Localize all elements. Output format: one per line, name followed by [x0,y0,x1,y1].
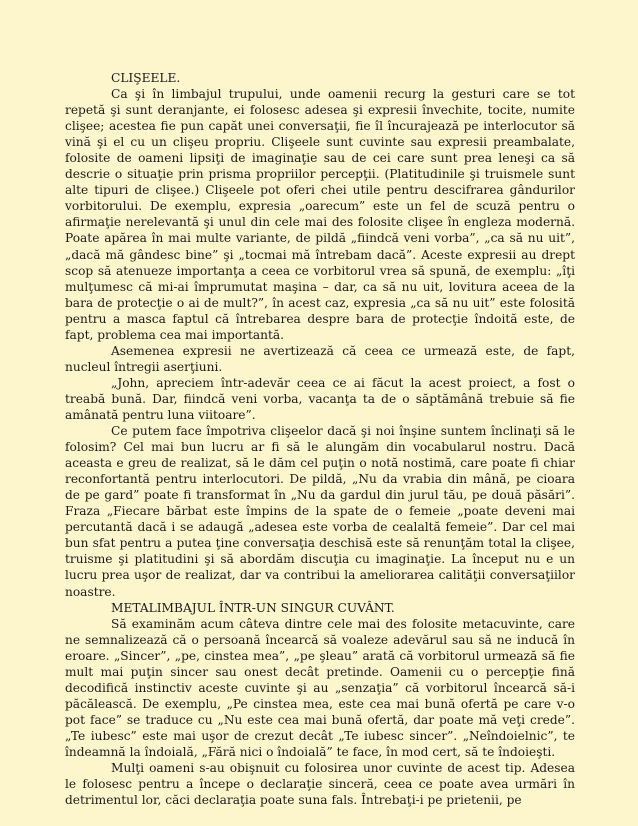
paragraph: Să examinăm acum câteva dintre cele mai des folosite metacuvinte, care ne semnalizează că o persoană încearcă să voaleze adevărul sau să ne inducă în eroare. „Sincer”, „pe, cinstea mea”, „pe şleau” arată că vorbitorul urmează să fie mult mai puţin sincer sau onest decât pretinde. Oamenii cu o percepţie fină decodifică instinctiv aceste cuvinte şi au „senzaţia” că vorbitorul încearcă să-i păcălească. De exemplu, „Pe cinstea mea, este cea mai bună ofertă pe care v-o pot face” se traduce cu „Nu este cea mai bună ofertă, dar poate mă veţi crede”. „Te iubesc” este mai uşor de crezut decât „Te iubesc sincer”. „Neîndoielnic”, te îndeamnă la îndoială, „Fără nici o îndoială” te face, în mod cert, să te îndoieşti. [65,616,575,759]
paragraph: „John, apreciem într-adevăr ceea ce ai făcut la acest proiect, a fost o treabă bună. Dar, fiindcă veni vorba, vacanţa ta de o săptămână trebuie să fie amânată pentru luna viitoare”. [65,375,575,422]
paragraph: Ca şi în limbajul trupului, unde oamenii recurg la gesturi care se tot repetă şi sunt deranjante, ei folosesc adesea şi expresii învechite, tocite, numite clişee; acestea fie pun capăt unei conversaţii, fie îl încurajează pe interlocutor să vină şi el cu un clişeu propriu. Clişeele sunt cuvinte sau expresii preambalate, folosite de oameni lipsiţi de imaginaţie sau de cei care sunt prea leneşi ca să descrie o situaţie prin prisma propriilor percepţii. (Platitudinile şi truismele sunt alte tipuri de clişee.) Clişeele pot oferi chei utile pentru descifrarea gândurilor vorbitorului. De exemplu, expresia „oarecum” este un fel de scuză pentru o afirmaţie nerelevantă şi unul din cele mai des folosite clişee în engleza modernă. Poate apărea în mai multe variante, de pildă „fiindcă veni vorba”, „ca să nu uit”, „dacă mă gândesc bine” şi „tocmai mă întrebam dacă”. Aceste expresii au drept scop să atenueze importanţa a ceea ce vorbitorul vrea să spună, de exemplu: „îţi mulţumesc că mi-ai împrumutat maşina – dar, ca să nu uit, lovitura aceea de la bara de protecţie o ai de mult?”, în acest caz, expresia „ca să nu uit” este folosită pentru a masca faptul că întrebarea despre bara de protecţie îndoită este, de fapt, problema cea mai importantă. [65,87,575,342]
section-heading-cliches: CLIŞEELE. [111,71,181,85]
paragraph: Mulţi oameni s-au obişnuit cu folosirea unor cuvinte de acest tip. Adesea le folosesc pentru a începe o declaraţie sinceră, ceea ce poate avea urmări în detrimentul lor, căci declaraţia poate suna fals. Întrebaţi-i pe prietenii, pe [65,761,575,808]
paragraph: Ce putem face împotriva clişeelor dacă şi noi înşine suntem înclinaţi să le folosim? Cel mai bun lucru ar fi să le alungăm din vocabularul nostru. Dacă aceasta e greu de realizat, să le dăm cel puţin o notă nostimă, care poate fi chiar reconfortantă pentru interlocutori. De pildă, „Nu da vrabia din mână, pe cioara de pe gard” poate fi transformat în „Nu da gardul din jurul tău, pe două păsări”. Fraza „Fiecare bărbat este împins de la spate de o femeie „poate deveni mai percutantă dacă i se adaugă „adesea este vorba de cealaltă femeie”. Dar cel mai bun sfat pentru a putea ţine conversaţia deschisă este să renunţăm total la clişee, truisme şi platitudini şi să abordăm discuţia cu imaginaţie. La început nu e un lucru prea uşor de realizat, dar va contribui la ameliorarea calităţii conversaţiilor noastre. [65,424,575,599]
document-body [65,70,575,808]
section-heading-metalanguage: METALIMBAJUL ÎNTR-UN SINGUR CUVÂNT. [111,600,395,615]
paragraph: Asemenea expresii ne avertizează că ceea ce urmează este, de fapt, nucleul întregii aserţiuni. [65,343,575,374]
